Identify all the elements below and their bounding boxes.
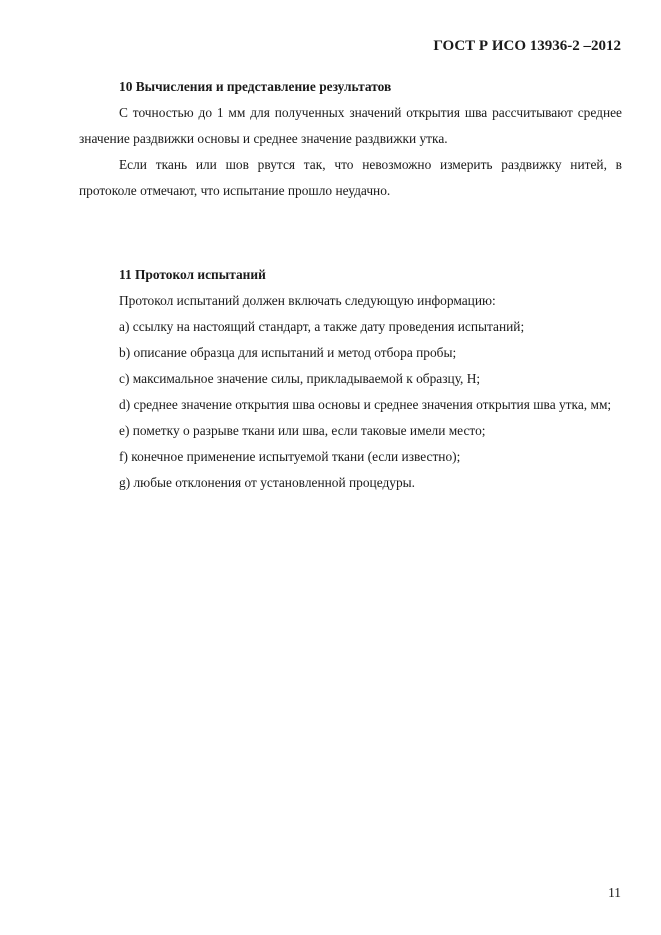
section-10-heading: 10 Вычисления и представление результатов	[119, 79, 392, 94]
list-item-g: g) любые отклонения от установленной процедуры.	[119, 475, 416, 490]
section-10	[79, 74, 622, 204]
section-10-paragraph-2: Если ткань или шов рвутся так, что невозможно измерить раздвижку нитей, в протоколе отмечают, что испытание прошло неудачно.	[79, 157, 622, 198]
section-10-paragraph-1: С точностью до 1 мм для полученных значений открытия шва рассчитывают среднее значение раздвижки основы и среднее значение раздвижки утка.	[79, 105, 622, 146]
list-item-e: e) пометку о разрыве ткани или шва, если таковые имели место;	[119, 423, 486, 438]
list-item-c: c) максимальное значение силы, прикладываемой к образцу, Н;	[119, 371, 481, 386]
list-item-b: b) описание образца для испытаний и метод отбора пробы;	[119, 345, 457, 360]
document-code-header: ГОСТ Р ИСО 13936-2 –2012	[433, 38, 621, 54]
section-11-heading: 11 Протокол испытаний	[119, 267, 266, 282]
list-item-f: f) конечное применение испытуемой ткани (если известно);	[119, 449, 461, 464]
list-item-d: d) среднее значение открытия шва основы и среднее значения открытия шва утка, мм;	[119, 397, 612, 412]
section-11-intro: Протокол испытаний должен включать следующую информацию:	[119, 293, 496, 308]
page-number: 11	[608, 885, 621, 900]
list-item-a: a) ссылку на настоящий стандарт, а также дату проведения испытаний;	[119, 319, 525, 334]
section-11	[79, 262, 622, 496]
